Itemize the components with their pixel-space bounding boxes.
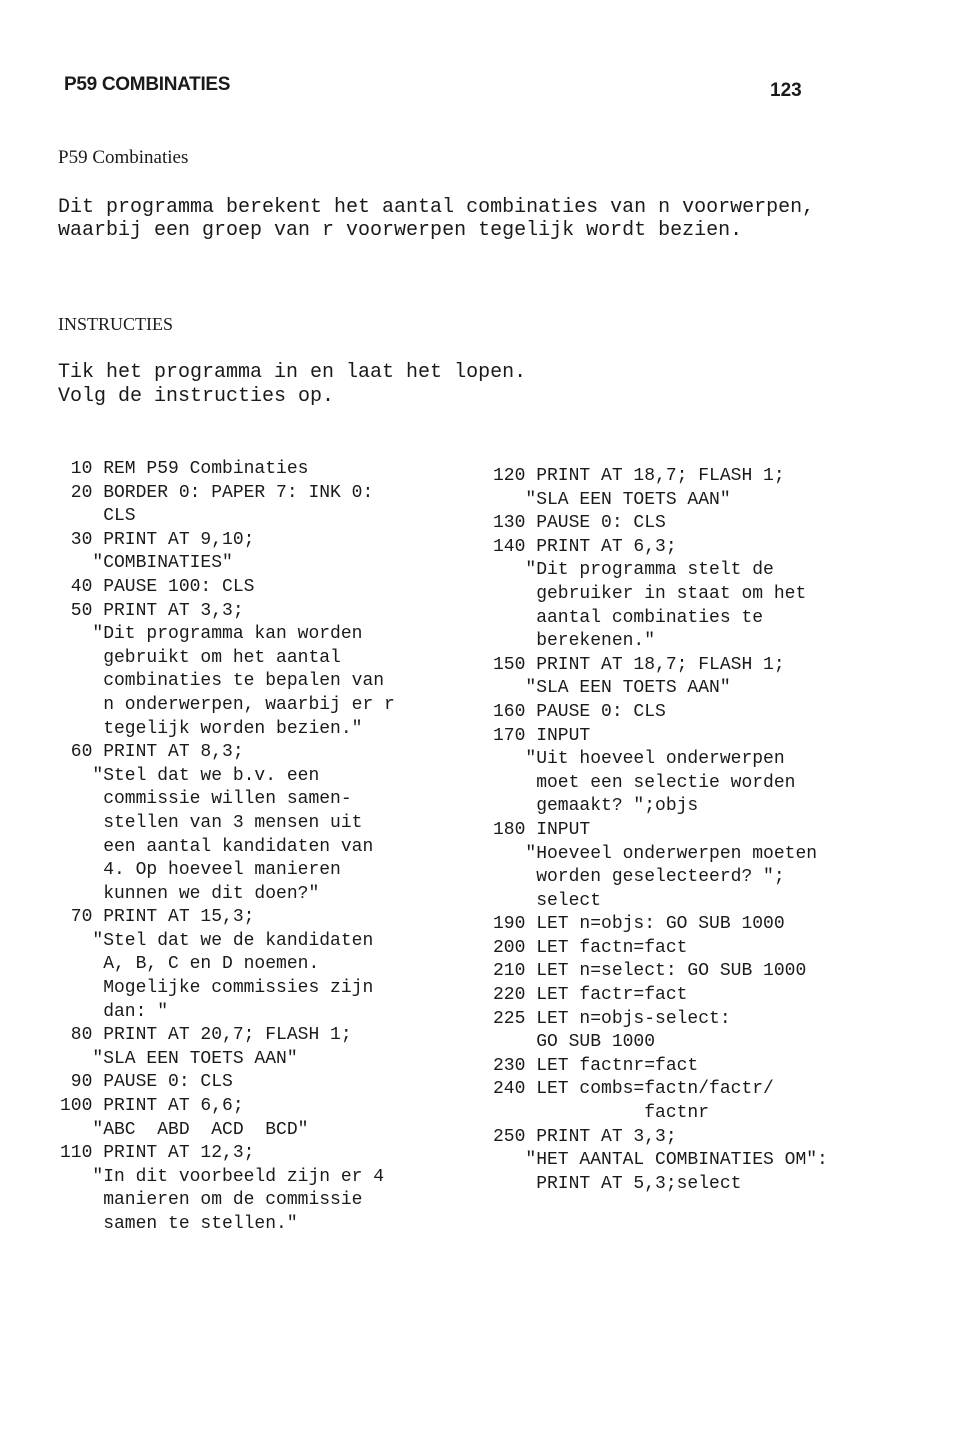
section-title: P59 Combinaties	[58, 147, 189, 168]
page-number: 123	[770, 80, 802, 101]
instructions-line-2: Volg de instructies op.	[58, 385, 335, 408]
instructions-line-1: Tik het programma in en laat het lopen.	[58, 361, 527, 384]
instructions-body	[58, 361, 526, 409]
instructions-heading: INSTRUCTIES	[58, 314, 174, 334]
program-listing-left-column: 10 REM P59 Combinaties 20 BORDER 0: PAPER 7: INK 0: CLS 30 PRINT AT 9,10; "COMBINATIES" 40 PAUSE 100: CLS 50 PRINT AT 3,3; "Dit programma kan worden gebruikt om het aantal combinaties te bepalen van n onderwerpen, waarbij er r tegelijk worden bezien." 60 PRINT AT 8,3; "Stel dat we b.v. een commissie willen samen- stellen van 3 mensen uit een aantal kandidaten van 4. Op hoeveel manieren kunnen we dit doen?" 70 PRINT AT 15,3; "Stel dat we de kandidaten A, B, C en D noemen. Mogelijke commissies zijn dan: " 80 PRINT AT 20,7; FLASH 1; "SLA EEN TOETS AAN" 90 PAUSE 0: CLS 100 PRINT AT 6,6; "ABC ABD ACD BCD" 110 PRINT AT 12,3; "In dit voorbeeld zijn er 4 manieren om de commissie samen te stellen."	[60, 459, 395, 1234]
intro-paragraph: Dit programma berekent het aantal combinaties van n voorwerpen, waarbij een groep van r voorwerpen tegelijk wordt bezien.	[58, 196, 815, 242]
program-listing-right-column: 120 PRINT AT 18,7; FLASH 1; "SLA EEN TOETS AAN" 130 PAUSE 0: CLS 140 PRINT AT 6,3; "Dit programma stelt de gebruiker in staat om het aantal combinaties te berekenen." 150 PRINT AT 18,7; FLASH 1; "SLA EEN TOETS AAN" 160 PAUSE 0: CLS 170 INPUT "Uit hoeveel onderwerpen moet een selectie worden gemaakt? ";objs 180 INPUT "Hoeveel onderwerpen moeten worden geselecteerd? "; select 190 LET n=objs: GO SUB 1000 200 LET factn=fact 210 LET n=select: GO SUB 1000 220 LET factr=fact 225 LET n=objs-select: GO SUB 1000 230 LET factnr=fact 240 LET combs=factn/factr/ factnr 250 PRINT AT 3,3; "HET AANTAL COMBINATIES OM": PRINT AT 5,3;select	[493, 466, 828, 1194]
running-header-title: P59 COMBINATIES	[64, 74, 231, 95]
